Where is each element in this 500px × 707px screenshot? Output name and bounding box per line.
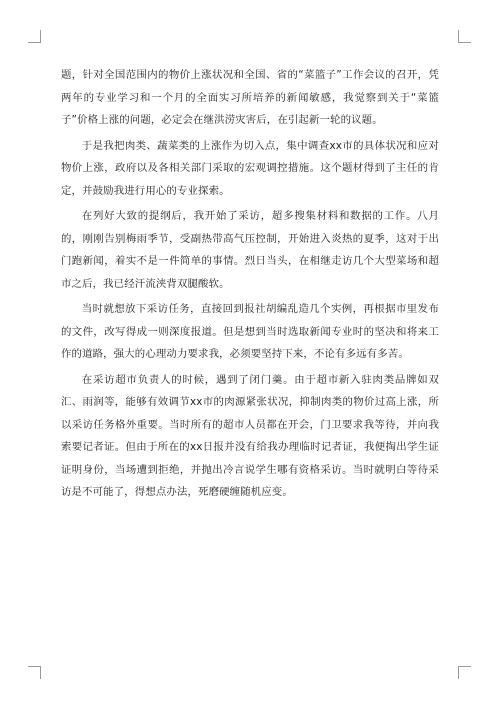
crop-mark-top-right xyxy=(458,30,471,43)
paragraph: 在列好大致的提纲后，我开始了采访，超多搜集材料和数据的工作。八月的，刚刚告别梅雨季节，受副热带高气压控制，开始进入炎热的夏季，这对于出门跑新闻，着实不是一件简单的事情。烈日当头，在相继走访几个大型菜场和超市之后，我已经汗流浃背双腿酸软。 xyxy=(61,210,439,290)
document-body xyxy=(61,64,439,507)
paragraph: 题，针对全国范围内的物价上涨状况和全国、省的“菜篮子”工作会议的召开，凭两年的专业学习和一个月的全面实习所培养的新闻敏感，我觉察到关于“菜篮子”价格上涨的问题，必定会在继洪涝灾害后，在引起新一轮的议题。 xyxy=(61,69,439,126)
crop-mark-bottom-left xyxy=(28,666,41,679)
paragraph: 于是我把肉类、蔬菜类的上涨作为切入点，集中调查xx市的具体状况和应对物价上涨，政府以及各相关部门采取的宏观调控措施。这个题材得到了主任的肯定，并鼓励我进行用心的专业探索。 xyxy=(61,139,439,197)
paragraph: 当时就想放下采访任务，直接回到报社胡编乱造几个实例，再根据市里发布的文件，改写得成一则深度报道。但是想到当时选取新闻专业时的坚决和将来工作的道路，强大的心理动力要求我，必须要坚持下来，不论有多远有多苦。 xyxy=(61,303,439,360)
paragraph: 在采访超市负责人的时候，遇到了闭门羹。由于超市新入驻肉类品牌如双汇、雨润等，能够有效调节xx市的肉源紧张状况，抑制肉类的物价过高上涨，所以采访任务格外重要。当时所有的超市人员都在开会，门卫要求我等待，并向我索要记者证。但由于所在的xx日报并没有给我办理临时记者证，我便掏出学生证证明身份，当场遭到拒绝，并抛出冷言说学生哪有资格采访。当时就明白等待采访是不可能了，得想点办法，死磨硬缠随机应变。 xyxy=(61,373,439,498)
crop-mark-bottom-right xyxy=(458,666,471,679)
crop-mark-top-left xyxy=(28,30,41,43)
